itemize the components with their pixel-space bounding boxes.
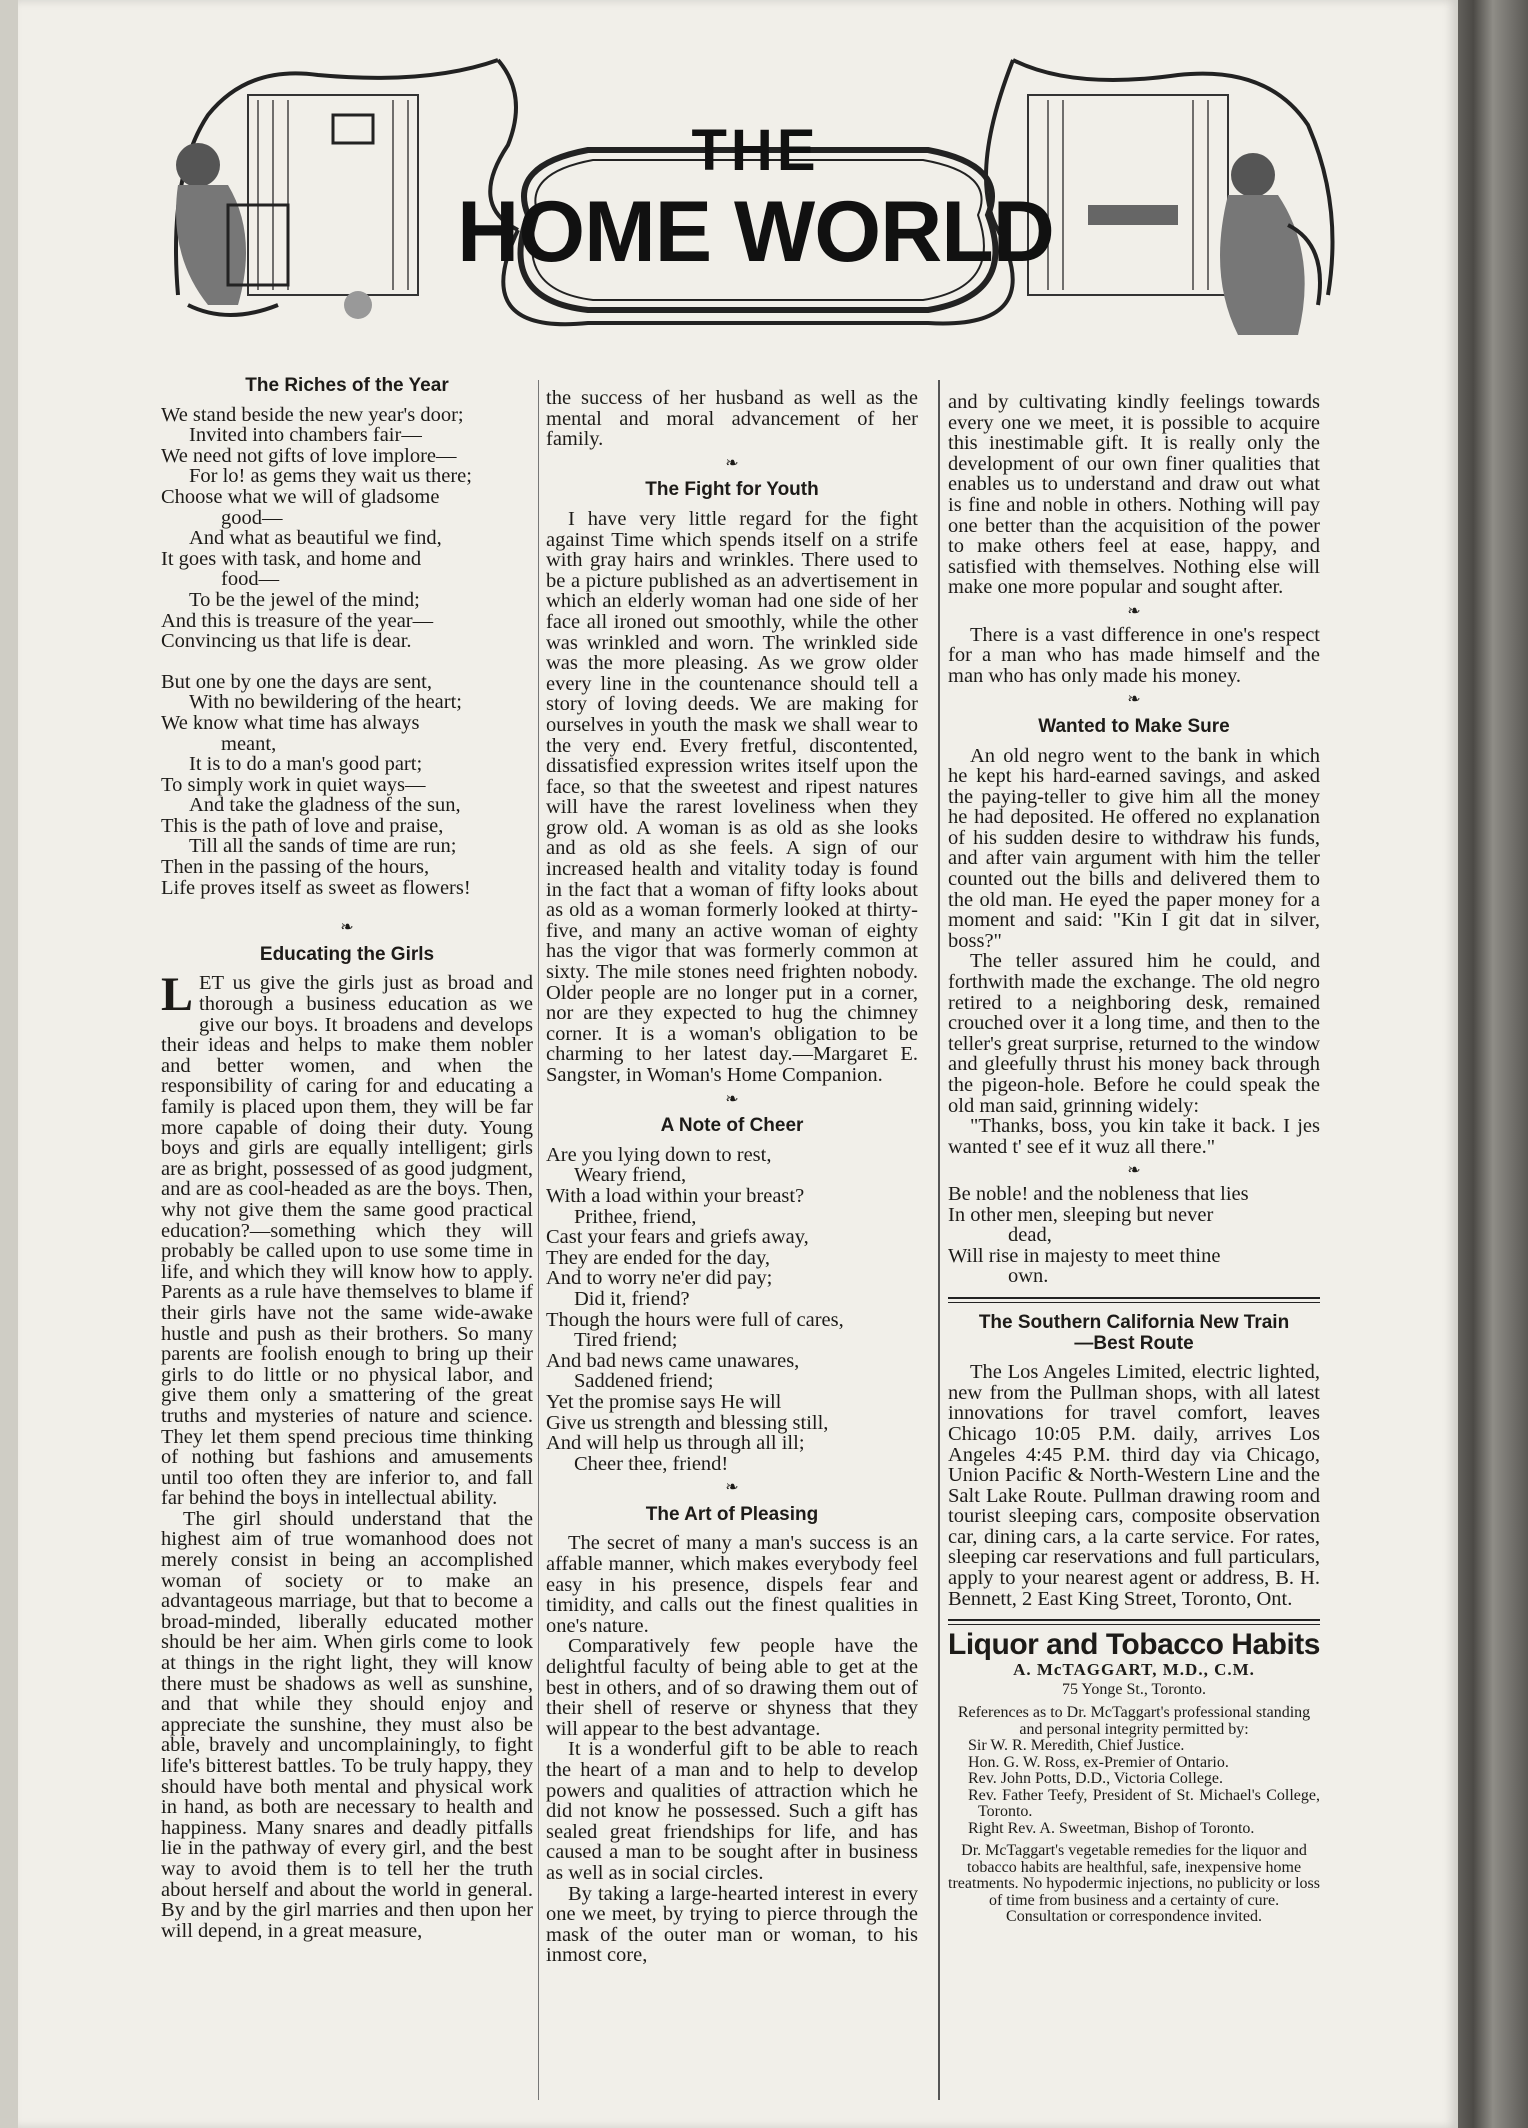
poem-line: Be noble! and the nobleness that lies bbox=[948, 1182, 1249, 1205]
ornament-icon: ❧ bbox=[1127, 691, 1141, 709]
poem-line: And will help us through all ill; bbox=[546, 1432, 805, 1455]
train-title: The Southern California New Train bbox=[978, 1311, 1290, 1333]
poem-line: Give us strength and blessing still, bbox=[546, 1411, 829, 1434]
article-paragraph: The teller assured him he could, and forthwith made the exchange. The old negro retired to a neighboring desk, remained crouched over it a long time, and then to the teller's great surprise, returned to the window and gleefully thrust his money back through the pigeon-hole. Before he could speak the old man said, grinning widely: bbox=[948, 950, 1320, 1117]
poem-line: Then in the passing of the hours, bbox=[161, 856, 430, 879]
ad-reference: Hon. G. W. Ross, ex-Premier of Ontario. bbox=[968, 1753, 1229, 1771]
poem-line: It is to do a man's good part; bbox=[189, 753, 423, 776]
ad-references-intro: References as to Dr. McTaggart's professional standing and personal integrity permitted by: bbox=[957, 1704, 1311, 1738]
poem-line: This is the path of love and praise, bbox=[161, 814, 444, 837]
ornament-icon: ❧ bbox=[1127, 1162, 1141, 1180]
poem-line: And this is treasure of the year— bbox=[161, 609, 434, 632]
section-divider bbox=[948, 1297, 1320, 1303]
article-paragraph: I have very little regard for the fight against Time which spends itself on a strife with gray hairs and wrinkles. There used to be a picture published as an advertisement in which an elderly woman had one side of her face all ironed out smoothly, while the other was wrinkled and worn. The wrinkled side was the more pleasing. As we grow older every line in the countenance should tell a story of loving deeds. We are making for ourselves in youth the mask we shall wear to the very end. Every fretful, discontented, dissatisfied expression writes itself upon the face, so that the sweetest and ripest natures will have the rarest loveliness when they grow old. A woman is as old as she looks and as old as she feels. A sign of our increased health and vitality today is found in the fact that a woman of fifty looks about as old as a woman formerly looked at thirty-five, and many an active woman of eighty has the vigor that was formerly common at sixty. The mile stones need frighten nobody. Older people are no longer put in a corner, nor are they expected to hug the chimney corner. It is a woman's obligation to be charming to her latest day.—Margaret E. Sangster, in Woman's Home Companion. bbox=[546, 507, 918, 1086]
article-paragraph: The girl should understand that the highest aim of true womanhood does not merely consist in being an accomplished woman of society or to make an advantageous marriage, but that to become a broad-minded, liberally educated mother should be her aim. When girls come to look at things in the right light, they will know there must be shadows as well as sunshine, and that while they should enjoy and appreciate the sunshine, they must also be able, bravely and uncomplainingly, to fight life's bitterest battles. To be truly happy, they should have both mental and physical work in hand, as both are necessary to health and happiness. Many snares and deadly pitfalls lie in the pathway of every girl, and the best way to avoid them is to tell her the truth about herself and about the world in general. By and by the girl marries and then upon her will depend, in a great measure, bbox=[161, 1507, 533, 1942]
poem-line: good— bbox=[221, 506, 283, 529]
column-rule-2 bbox=[938, 380, 940, 2100]
article-paragraph: The Los Angeles Limited, electric lighted, new from the Pullman shops, with all latest innovations for travel comfort, leaves Chicago 10:05 P.M. daily, arrives Los Angeles 4:45 P.M. third day via Chicago, Union Pacific & North-Western Line and the Salt Lake Route. Pullman drawing room and tourist sleeping cars, composite observation car, dining cars, a la carte service. For rates, sleeping car reservations and full particulars, apply to your nearest agent or address, B. H. Bennett, 2 East King Street, Toronto, Ont. bbox=[948, 1361, 1320, 1610]
poem-line: Are you lying down to rest, bbox=[546, 1143, 772, 1166]
poem-line: Prithee, friend, bbox=[574, 1205, 697, 1228]
ad-reference: Sir W. R. Meredith, Chief Justice. bbox=[968, 1737, 1185, 1755]
poem-riches bbox=[161, 405, 533, 899]
article-paragraph: The secret of many a man's success is an affable manner, which makes everybody feel easy in his presence, dispels fear and timidity, and calls out the finest qualities in one's nature. bbox=[546, 1532, 918, 1637]
ornament-icon: ❧ bbox=[725, 1090, 739, 1108]
poem-line: Till all the sands of time are run; bbox=[189, 835, 457, 858]
poem-line: And to worry ne'er did pay; bbox=[546, 1267, 773, 1290]
ornament-icon: ❧ bbox=[725, 454, 739, 472]
article-paragraph: By taking a large-hearted interest in every one we meet, by trying to pierce through the mask of the outer man or woman, to his inmost core, bbox=[546, 1882, 918, 1967]
train-subtitle: —Best Route bbox=[1074, 1332, 1194, 1354]
poem-line: Life proves itself as sweet as flowers! bbox=[161, 876, 471, 899]
ad-address: 75 Yonge St., Toronto. bbox=[1062, 1681, 1206, 1699]
poem-title: The Riches of the Year bbox=[245, 375, 449, 396]
poem-line: Tired friend; bbox=[574, 1329, 678, 1352]
poem-line: We need not gifts of love implore— bbox=[161, 444, 457, 467]
article-paragraph bbox=[161, 968, 533, 1510]
article-title-educating: Educating the Girls bbox=[259, 943, 435, 965]
poem-stanza-2 bbox=[161, 672, 533, 899]
poem-line: Invited into chambers fair— bbox=[189, 424, 422, 447]
ornament-icon: ❧ bbox=[340, 919, 354, 937]
article-paragraph: Comparatively few people have the delightful faculty of being able to get at the best in others, and of so drawing them out of their shell of reserve or shyness that they will appear to the best advantage. bbox=[546, 1635, 918, 1740]
book-spine bbox=[1450, 0, 1528, 2128]
ad-reference: Rev. Father Teefy, President of St. Michael's College, Toronto. bbox=[968, 1786, 1320, 1821]
poem-line: And take the gladness of the sun, bbox=[189, 794, 461, 817]
page bbox=[18, 0, 1458, 2128]
section-divider bbox=[948, 1619, 1320, 1625]
drop-cap: L bbox=[161, 968, 194, 1022]
ad-title: Liquor and Tobacco Habits bbox=[948, 1628, 1320, 1662]
poem-line: To simply work in quiet ways— bbox=[161, 773, 426, 796]
ad-reference: Right Rev. A. Sweetman, Bishop of Toronto. bbox=[968, 1819, 1255, 1837]
poem-line: Choose what we will of gladsome bbox=[161, 485, 440, 508]
poem-line: Convincing us that life is dear. bbox=[161, 630, 412, 653]
poem-line: Weary friend, bbox=[574, 1164, 687, 1187]
poem-line: They are ended for the day, bbox=[546, 1246, 771, 1269]
poem-line: Cast your fears and griefs away, bbox=[546, 1226, 809, 1249]
poem-line: With no bewildering of the heart; bbox=[189, 691, 462, 714]
ad-doctor-name: A. McTAGGART, M.D., C.M. bbox=[1013, 1659, 1255, 1679]
article-title-fight: The Fight for Youth bbox=[645, 479, 819, 501]
poem-line: Will rise in majesty to meet thine bbox=[948, 1244, 1221, 1267]
column-1 bbox=[161, 370, 533, 1941]
poem-line: For lo! as gems they wait us there; bbox=[189, 465, 472, 488]
poem-line: dead, bbox=[1008, 1224, 1052, 1247]
poem-line: In other men, sleeping but never bbox=[948, 1203, 1214, 1226]
column-2 bbox=[546, 388, 918, 1966]
poem-line: Cheer thee, friend! bbox=[574, 1452, 729, 1475]
ad-reference: Rev. John Potts, D.D., Victoria College. bbox=[968, 1770, 1224, 1788]
article-paragraph: An old negro went to the bank in which he kept his hard-earned savings, and asked the paying-teller to give him all the money he had deposited. He offered no explanation of his sudden desire to withdraw his funds, and after vain argument with him the teller counted out the bills and delivered them to the old man. He eyed the paper money for a moment and said: "Kin I git dat in silver, boss?" bbox=[948, 744, 1320, 952]
ad-body: Dr. McTaggart's vegetable remedies for the liquor and tobacco habits are healthful, safe, inexpensive home treatments. No hypodermic injections, no publicity or loss of time from business and a certainty of cure. Consultation or correspondence invited. bbox=[948, 1842, 1320, 1926]
masthead-the: THE bbox=[691, 118, 820, 183]
poem-line: And what as beautiful we find, bbox=[189, 527, 442, 550]
poem-noble bbox=[948, 1184, 1320, 1287]
article-paragraph: It is a wonderful gift to be able to reach the heart of a man and to help to develop powers and qualities of attraction which he did not know he possessed. Such a gift has sealed great friendships for life, and has caused a man to be sought after in business as well as in social circles. bbox=[546, 1738, 918, 1884]
poem-line: And bad news came unawares, bbox=[546, 1349, 800, 1372]
poem-line: But one by one the days are sent, bbox=[161, 670, 432, 693]
column-3 bbox=[948, 392, 1320, 1926]
poem-line: Yet the promise says He will bbox=[546, 1390, 782, 1413]
paragraph-text: ET us give the girls just as broad and thorough a business education as we give our boys. It broadens and develops their ideas and helps to make them nobler and better women, and when the responsibility of caring for and educating a family is placed upon them, they will be far more capable of doing their duty. Young boys and girls are equally intelligent; girls are as bright, possessed of as good judgment, and are as cool-headed as are the boys. Then, why not give them the same good practical education?—something which they will probably be called upon to use some time in life, and which they will know how to apply. Parents as a rule have themselves to blame if their girls have not the same wide-awake hustle and push as their brothers. So many parents are foolish enough to bring up their girls to do little or no physical labor, and give them only a smattering of the great truths and mysteries of nature and science. They let them spend precious time thinking of nothing but fashions and amusements until too often they are inferior to, and fall far behind the boys in intellectual ability. bbox=[161, 972, 533, 1510]
poem-stanza-1 bbox=[161, 405, 533, 652]
poem-line: Though the hours were full of cares, bbox=[546, 1308, 844, 1331]
ornament-icon: ❧ bbox=[725, 1479, 739, 1497]
article-continuation: the success of her husband as well as the mental and moral advancement of her family. bbox=[546, 387, 918, 451]
article-paragraph: There is a vast difference in one's respect for a man who has made himself and the man who has only made his money. bbox=[948, 623, 1320, 687]
poem-line: We stand beside the new year's door; bbox=[161, 403, 464, 426]
article-paragraph: "Thanks, boss, you kin take it back. I jes wanted t' see ef it wuz all there." bbox=[948, 1115, 1320, 1158]
poem-line: It goes with task, and home and bbox=[161, 547, 422, 570]
poem-line: meant, bbox=[221, 732, 277, 755]
poem-line: Did it, friend? bbox=[574, 1287, 690, 1310]
article-continuation: and by cultivating kindly feelings towards every one we meet, it is possible to acquire this inestimable gift. It is really only the development of our own finer qualities that enables us to understand and draw out what is fine and noble in others. Nothing will pay one better than the acquisition of the power to make others feel at ease, happy, and satisfied with themselves. Nothing else will make one more popular and sought after. bbox=[948, 391, 1320, 599]
poem-line: With a load within your breast? bbox=[546, 1184, 805, 1207]
article-title-pleasing: The Art of Pleasing bbox=[645, 1503, 819, 1525]
poem-line: We know what time has always bbox=[161, 711, 420, 734]
poem-line: food— bbox=[221, 568, 280, 591]
masthead bbox=[168, 55, 1343, 355]
article-title-cheer: A Note of Cheer bbox=[660, 1115, 804, 1137]
poem-line: Saddened friend; bbox=[574, 1370, 714, 1393]
column-rule-1 bbox=[538, 380, 539, 2100]
poem-line: To be the jewel of the mind; bbox=[189, 588, 420, 611]
masthead-title: HOME WORLD bbox=[457, 184, 1054, 280]
poem-line: own. bbox=[1008, 1265, 1049, 1288]
ad-references bbox=[948, 1705, 1320, 1926]
poem-cheer bbox=[546, 1145, 918, 1475]
ornament-icon: ❧ bbox=[1127, 602, 1141, 620]
article-title-sure: Wanted to Make Sure bbox=[1038, 715, 1230, 737]
